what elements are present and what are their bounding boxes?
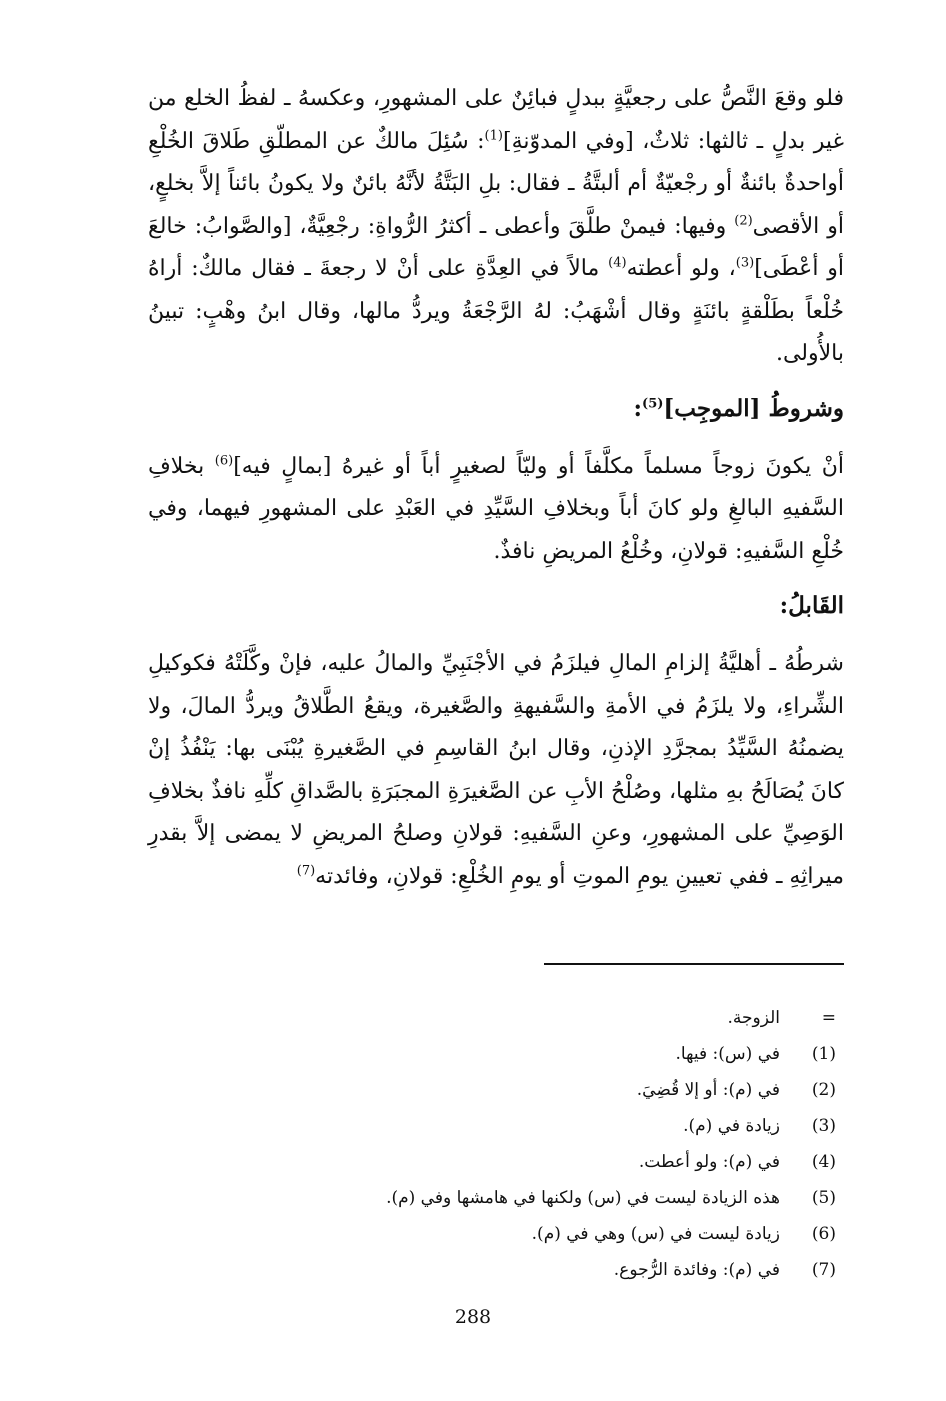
text-run: شرطُهُ ـ أهليَّةُ إلزامِ المالِ فيلزَمُ في الأجْنَبِيِّ والمالُ عليه، فإنْ وكَّلَتْهُ فكوكيلِ الشِّراءِ، ولا يلزَمُ في الأمةِ والسَّفيهةِ والصَّغيرة، ويقعُ الطَّلاقُ ويردُّ المالَ، ولا يضمنُهُ السَّيِّدُ بمجرَّدِ الإذنِ، وقال ابنُ القاسِمِ في الصَّغيرةِ يُبْنَى بها: يَنْفُذُ إنْ كانَ يُصَالَحُ بهِ مثلها، وصُلْحُ الأبِ عن الصَّغيرَةِ المجبَرَةِ بالصَّداقِ كلِّهِ نافذٌ بخلافِ الوَصِيِّ على المشهورِ، وعنِ السَّفيهِ: قولانِ وصلحُ المريضِ لا يمضى إلاَّ بقدرِ ميراثِهِ ـ ففي تعيينِ يومِ الموتِ أو يومِ الخُلْعِ: قولانِ، وفائدته xyxy=(148,651,844,889)
main-text xyxy=(148,78,844,898)
footnote-marker[interactable]: (3) xyxy=(735,255,755,271)
footnote-text: في (م): أو إلا قُضِيَ. xyxy=(636,1080,780,1100)
footnote-text: الزوجة. xyxy=(727,1008,780,1028)
footnote-text: زيادة في (م). xyxy=(683,1116,780,1136)
footnote-continuation xyxy=(386,1000,836,1036)
paragraph-acceptor xyxy=(148,643,844,898)
text-run: بخلافِ السَّفيهِ البالغِ ولو كانَ أباً وبخلافِ السَّيِّدِ في العَبْدِ على المشهورِ فيهما، وفي خُلْعِ السَّفيهِ: قولانِ، وخُلْعُ المريضِ نافذٌ. xyxy=(148,453,844,564)
footnote-number: (6) xyxy=(811,1224,836,1244)
footnote-number: (5) xyxy=(811,1188,836,1208)
page-number: 288 xyxy=(454,1306,492,1328)
footnote-3 xyxy=(386,1108,836,1144)
text-run: : سُئِلَ مالكٌ عن المطلّقِ طَلاقَ الخُلْعِ أواحدةٌ بائنةٌ أو رجْعيّةٌ أم ألبتَّةُ ـ فقال: بلِ البَتَّةُ لأنَّهُ بائنٌ ولا يكونُ بائناً إلاَّ بخلعٍ، أو الأقصى xyxy=(148,128,844,239)
text-run: أنْ يكونَ زوجاً مسلماً مكلَّفاً أو وليّاً لصغيرٍ أباً أو غيرهُ [بمالٍ فيه] xyxy=(233,453,844,479)
section-heading-acceptor xyxy=(148,585,844,627)
footnote-7 xyxy=(386,1252,836,1288)
footnote-number: (1) xyxy=(811,1044,836,1064)
footnote-marker[interactable]: (2) xyxy=(734,213,753,229)
footnote-text: في (م): ولو أعطت. xyxy=(638,1152,780,1172)
text-run: مالاً في العِدَّةِ على أنْ لا رجعةَ ـ فقال مالكٌ: أراهُ خُلْعاً بطَلْقةٍ بائنَةٍ وقال أشْهَبُ: لهُ الرَّجْعَةُ ويردُّ مالها، وقال ابنُ وهْبٍ: تبينُ بالأُولى. xyxy=(148,256,844,366)
section-heading-conditions xyxy=(148,388,844,430)
footnote-number: (2) xyxy=(811,1080,836,1100)
footnote-text: زيادة ليست في (س) وهي في (م). xyxy=(531,1224,780,1244)
footnote-5 xyxy=(386,1180,836,1216)
footnote-number: (4) xyxy=(811,1152,836,1172)
footnote-marker[interactable]: (5) xyxy=(642,395,664,411)
footnote-marker[interactable]: (7) xyxy=(296,863,316,879)
footnote-text: في (م): وفائدة الرُّجوع. xyxy=(613,1260,780,1280)
footnote-1 xyxy=(386,1036,836,1072)
text-run: فلو وقعَ النَّصُّ على رجعيَّةٍ ببدلٍ فبائِنٌ على المشهورِ، وعكسهُ ـ لفظُ الخلع من غير بدلٍ ـ ثالثها: ثلاثٌ، [وفي المدوّنةِ] xyxy=(148,86,845,154)
footnote-separator xyxy=(544,963,844,965)
footnote-number: (7) xyxy=(811,1260,836,1280)
footnote-2 xyxy=(386,1072,836,1108)
heading-text: : xyxy=(633,394,643,422)
footnote-4 xyxy=(386,1144,836,1180)
heading-text: القَابلُ: xyxy=(779,592,844,619)
footnote-text: هذه الزيادة ليست في (س) ولكنها في هامشها وفي (م). xyxy=(386,1188,780,1208)
heading-text: وشروطُ [الموجِب] xyxy=(663,394,844,422)
text-run: وفيها: فيمنْ طلَّقَ وأعطى ـ أكثرُ الرُّواةِ: رجْعِيَّةٌ، [والصَّوابُ: خالعَ أو أعْطَى] xyxy=(148,213,845,281)
footnote-marker[interactable]: (6) xyxy=(214,453,234,469)
footnote-marker[interactable]: (1) xyxy=(484,128,503,144)
footnote-number: (3) xyxy=(811,1116,836,1136)
footnote-number: = xyxy=(821,1008,836,1028)
footnote-marker[interactable]: (4) xyxy=(608,255,627,271)
footnote-text: في (س): فيها. xyxy=(675,1044,780,1064)
text-run: ، ولو أعطته xyxy=(626,256,736,281)
footnotes xyxy=(386,1000,836,1288)
paragraph-conditions xyxy=(148,446,844,574)
footnote-6 xyxy=(386,1216,836,1252)
paragraph-khul-ruling xyxy=(148,78,844,376)
